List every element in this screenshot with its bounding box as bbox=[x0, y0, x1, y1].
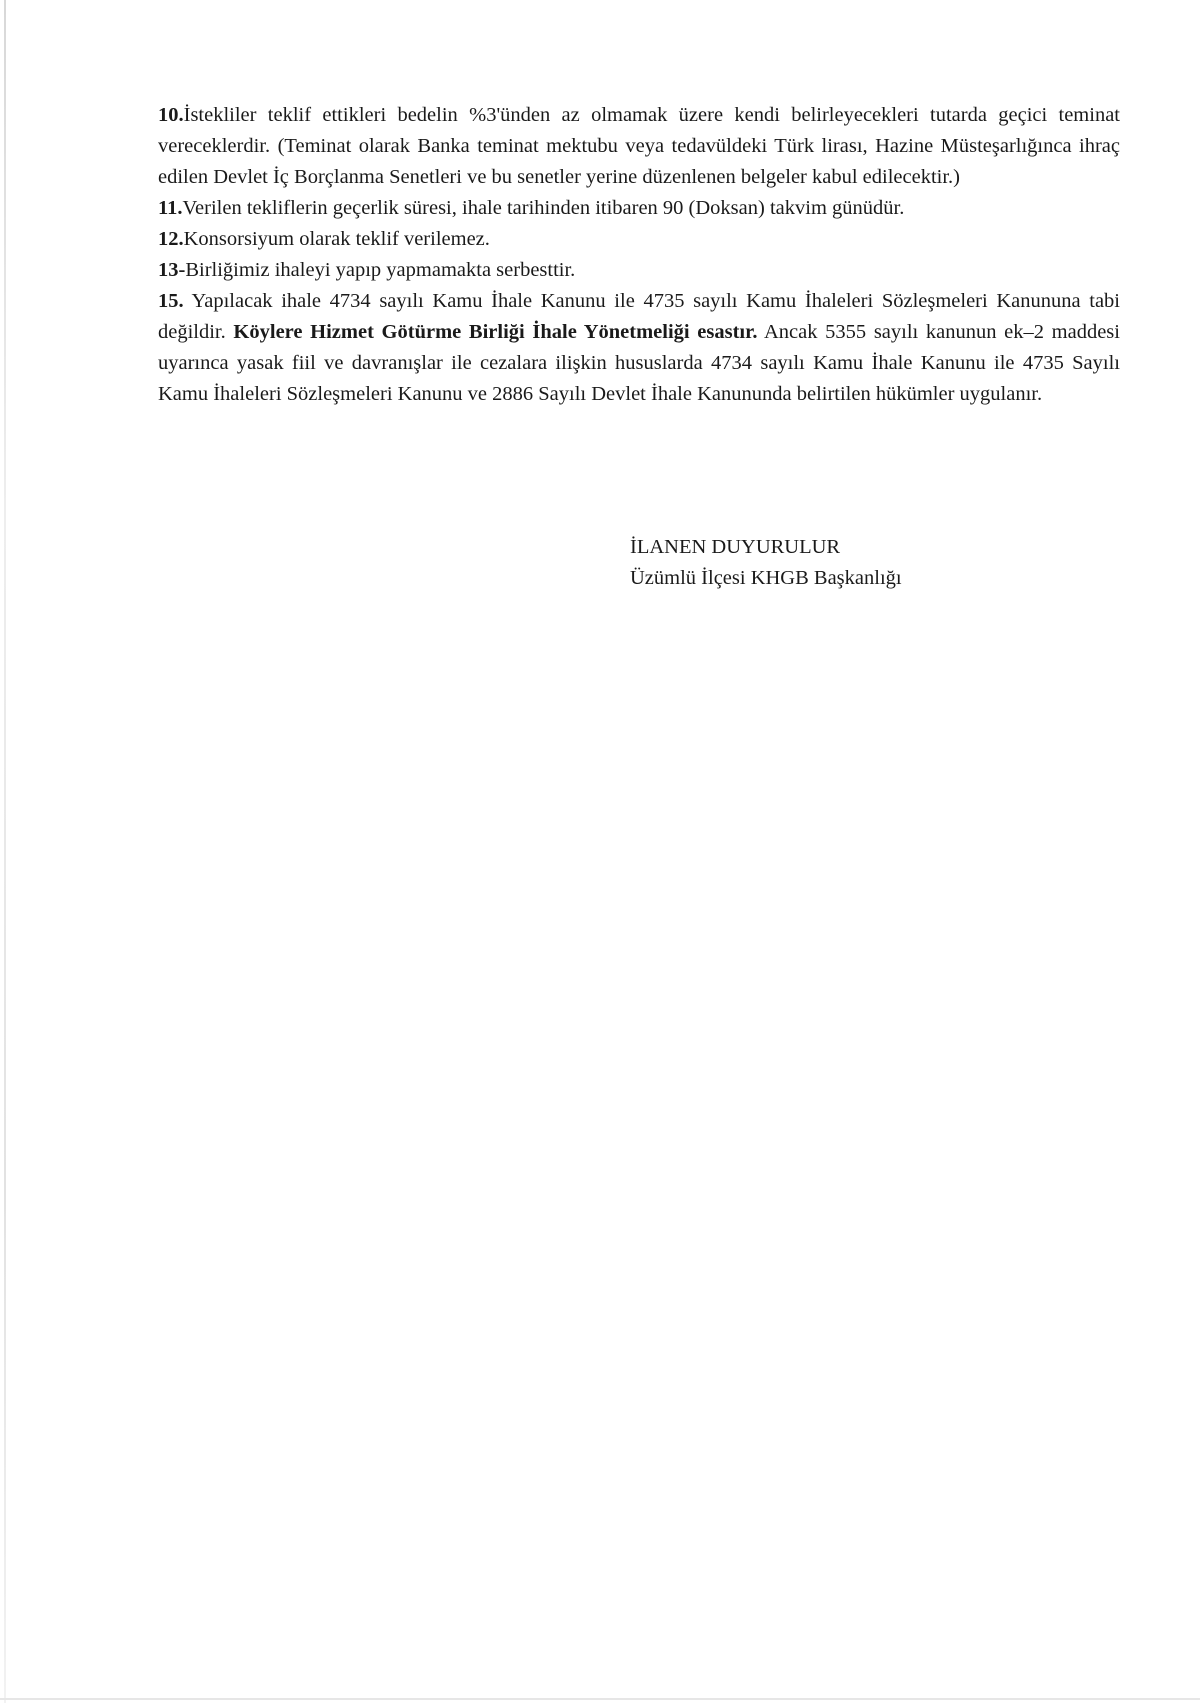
clause-12 bbox=[158, 224, 1120, 255]
clause-11 bbox=[158, 193, 1120, 224]
issuer-line: Üzümlü İlçesi KHGB Başkanlığı bbox=[630, 567, 902, 589]
clause-text-bold: Köylere Hizmet Götürme Birliği İhale Yönetmeliği esastır. bbox=[233, 321, 758, 343]
clause-number: 11. bbox=[158, 197, 183, 219]
scan-edge-left bbox=[4, 0, 6, 1703]
clause-text: İstekliler teklif ettikleri bedelin %3'ünden az olmamak üzere kendi belirleyecekleri tutarda geçici teminat vereceklerdir. (Teminat olarak Banka teminat mektubu veya tedavüldeki Türk lirası, Hazine Müsteşarlığınca ihraç edilen Devlet İç Borçlanma Senetleri ve bu senetler yerine düzenlenen belgeler kabul edilecektir.) bbox=[158, 104, 1120, 188]
clause-15 bbox=[158, 286, 1120, 410]
clause-number: 12. bbox=[158, 228, 184, 250]
clause-text-after: Ancak 5355 sayılı kanunun ek–2 maddesi uyarınca yasak fiil ve davranışlar ile cezalara ilişkin hususlarda 4734 sayılı Kamu İhale Kanunu ile 4735 Sayılı Kamu İhaleleri Sözleşmeleri Kanunu ve 2886 Sayılı Devlet İhale Kanununda belirtilen hükümler uygulanır. bbox=[158, 321, 1120, 405]
clause-number: 13- bbox=[158, 259, 186, 281]
clause-number: 10. bbox=[158, 104, 184, 126]
signature-block bbox=[630, 532, 902, 594]
document-body bbox=[158, 100, 1120, 410]
clause-number: 15. bbox=[158, 290, 184, 312]
clause-text: Birliğimiz ihaleyi yapıp yapmamakta serbesttir. bbox=[185, 259, 576, 281]
clause-text: Verilen tekliflerin geçerlik süresi, ihale tarihinden itibaren 90 (Doksan) takvim günüdür. bbox=[182, 197, 905, 219]
announcement-line: İLANEN DUYURULUR bbox=[630, 536, 841, 558]
clause-text: Konsorsiyum olarak teklif verilemez. bbox=[183, 228, 490, 250]
clause-text-before: Yapılacak ihale 4734 sayılı Kamu İhale Kanunu ile 4735 sayılı Kamu İhaleleri Sözleşmeleri Kanununa tabi değildir. bbox=[158, 290, 1120, 343]
clause-10 bbox=[158, 100, 1120, 193]
scan-edge-bottom bbox=[0, 1698, 1200, 1700]
clause-13 bbox=[158, 255, 1120, 286]
